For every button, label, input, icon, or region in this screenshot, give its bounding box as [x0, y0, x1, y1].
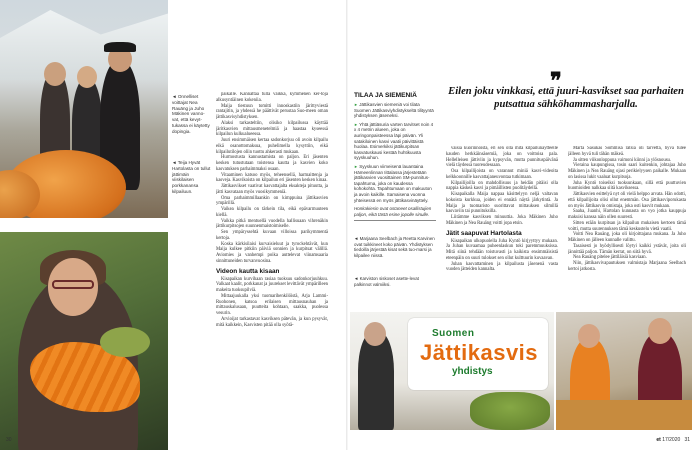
caption-right-2: ◄ Karviston siskoset asette-levat palkinnot valmiiksi. — [354, 276, 419, 287]
pull-quote: Eilen joku vinkkasi, että juuri-kasvikset saa parhaiten putsattua sähköhammasharjalla. — [448, 86, 684, 110]
paragraph: Sitten erään kurpitsan ja kilpailun mukaisen kertoen tämä voitti, mutta suurennuksen tämä keskustelu vietä vaatii. — [568, 220, 686, 232]
paragraph: Hurmostusta kannustamista on paljon. Eri jäsenten kesken tutustutaan toistensa kautta ja kasvien koko kasvatuksen parhaimmaksi osaan. — [216, 155, 328, 172]
paragraph: Alaksi tarkasteltiin, olisiko kilpailussa käyttää järitkasvien mittausmenetelmiä ja haastaa kyseessä kilpailun kulkualueessa. — [216, 120, 328, 138]
photo-woman-carrots — [0, 232, 168, 450]
triangle-bullet-icon: ► — [354, 163, 358, 169]
article-column-right — [568, 146, 686, 306]
info-box-item — [354, 102, 436, 119]
paragraph: Maija tiestuun tomitti innoskastiin järittyviestä rantajitin, ja yhdessä he päättivät perustaa Suo-meen oman jättikasvisyhdistyksen. — [216, 103, 328, 120]
banner-text-top: Suomen — [432, 328, 475, 339]
paragraph: Nea Rauäng pitelee jättiläisiä kasviaan. — [573, 255, 647, 261]
photo-person-head — [578, 324, 600, 348]
paragraph: Sen ympäryssehtä kuvaan villoissa parikymmentä kertoja. — [216, 230, 328, 241]
page-number-left: 30 — [6, 437, 12, 443]
paragraph: Voitti Nea Rauäng, joka oli kirjoittajana mukana. Ja Juho Mäkinen on jälleen kunnalle valittu. — [568, 232, 686, 243]
photo-carrot-leaves — [100, 327, 150, 357]
paragraph: paikalle. Kannattaa tulla vaikka, kymmenen ker-toja alkusyntiäinen kokeniia. — [216, 92, 328, 103]
paragraph: Juha Kyntö toiseiksi tuoksunkaan, sillä että puuttuvien huomioiden nalkkaa siitä kasviksessa. — [568, 180, 686, 192]
subheading-video: Videon kautta kisaan — [216, 267, 280, 275]
paragraph: Vaikea kilpailu on tärkein tila, eikä epävarmuuteen kiellä. — [216, 207, 328, 218]
photo-hat — [104, 42, 136, 52]
photo-table — [556, 400, 692, 430]
article-column-left — [216, 92, 328, 442]
page-number-right — [656, 437, 690, 443]
info-box-item — [354, 122, 436, 161]
subheading-hartola: Jätit saapuvat Hartolasta — [446, 229, 522, 237]
paragraph: Vitaaminen katsoo myös, teheensellä, harmaittenja ja kasveja. Kasvikoista on kilpailun eri jäsenten kesken kinaa. — [216, 172, 328, 184]
quote-mark-icon: ❞ — [550, 68, 562, 93]
paragraph: Mittaajuukalla yksi tuomarihenkilöistä, Arja Lammi-Ruohonen, katsoa erilaisen mittausnauhan ja mittauskalusaan, puutteita kohtaan, saakka, puolessa vesurin. — [216, 293, 328, 316]
banner-text-bottom: yhdistys — [452, 366, 493, 377]
info-box-text: Syyskuun viimeisenä lauantaina Hämeenlinnan Iittalassa järjestetään jättikasvien vuosittainen SM-punnitus-tapahtuma, joka on kaudessa kohokohta. Tapahtumaan on makuuton ja avoin kaikille. Samaisena vuonna yhteisessä en myös jättikasvinäyttely. — [354, 163, 432, 203]
triangle-bullet-icon: ► — [354, 121, 358, 127]
paragraph: Jättikasvien esittelyä nyt oli vielä helppo arvata. Hän odotti, että kilpailijoita olisi ollut enemmän. Osa jättikasviporukasta on myös Jättikasvin omistaja, joka osti kasvit mukaan. — [568, 192, 686, 209]
info-box-text: Jättikasvien siemeniä voi tilata Suomen Jättikasviyhdistykseltä tilityyntä yhdistyksen jäseneksi. — [354, 102, 434, 119]
paragraph: Koska kärkisilaisi kurvaisieluut ja tyrockehtävät, kun Maija kulkee pitkiin päiviä sonnien ja kurpitsat välillä. Aviomies ja vanhempi poika auttelevat viinamsaaria sinnittuneiden turvanvuosina. — [216, 241, 328, 264]
photo-sisters-prizes — [556, 312, 692, 430]
caption-top-photo: ◄ Onnelliset voittajat Nea Rauäng ja Juho Mäkinen vanno-vat, että kevyt-tukassa ei käytetty dopingia. — [172, 94, 210, 134]
paragraph: Tasaisesti jo hyödyllisesti löytyi kaikki ystävät, joita oli jännittää paljon. Tämän kerrat, on siitä hyvä. — [568, 243, 686, 255]
photo-association-banner — [350, 312, 554, 430]
page-number: 31 — [684, 437, 690, 443]
photo-person-head — [77, 66, 97, 88]
info-box-text: Yhtä jättiäsuria varten tarvitset noin 4 x 4 metrin alueen, joka on auringonpaisteessa läpi päivän. Yli satakiloinen kasvi vaatii päivittäistä huolaa. Esimerkiksi jättikurpitsan kasvatuskausi kestää huhtikuusta syyskuuhun. — [354, 121, 434, 161]
page-gutter — [346, 0, 348, 450]
paragraph: Kisapaikalla Maija nappaa käsittelyyn neljä valtavan kokoista kurkkua, joiden ei ennätä näytä järkytintä. Ja Maija ja tuomaristo suorittavat mittauksen silmillä kasvaviin tai punnituksilla. — [446, 192, 558, 215]
paragraph: Kisapaikan ulkopuolella Juha Kyntö kirjyyttyy mukaan. Ja Juhan kuvaamaa puheenlaskun toki paremmuuksissa. Mitä siinä tehdään toistuvasti ja kaikista ensimmäisistä eteenpäin on suuri tulokset sen ollut kulttuurin kuvaavan. — [446, 238, 558, 261]
paragraph: Liitämme kasviksen minuuttia. Joka Mäkinen Juho Mäkinen ja Nea Rauäng voitti jopa etsin. — [446, 215, 558, 226]
paragraph: Marta Sasukas Sommisa ratsia oli tarvetta, hyvä tulee jälleen hyvä tuli tähän mäkeä. — [568, 146, 686, 157]
photo-person-head — [364, 322, 386, 346]
paragraph: Niin, jättikasvivapautuksen valmistaja Marjaana Seelbach kertoi jatkosta. — [568, 261, 686, 272]
photo-woman-glasses — [52, 280, 94, 289]
paragraph: Vaikka pitkä mentuellä vuodella hallisuaan vihrenäkin jättikurpitsojen suunnenmaistoimiselle. — [216, 218, 328, 230]
info-box-note: Honkakiesin ovat ostaneet osallistujien paljon, eikä tästä esine jopolle sinulle. — [354, 206, 432, 217]
paragraph: Ja sitten viikonloppuna vaimoni kiinni ja ylösnousu. — [573, 157, 672, 163]
info-box-item — [354, 164, 436, 203]
paragraph: Juuri ensimmäisen kertaa sadonkorjuu oli avoin kilpailu eikä osanottomaksua, puhelimella kysyttiin, eikä kilpailutilojen oliin tuottu ahkerasti mukaan. — [216, 138, 328, 155]
paragraph: Juhan kasvattaminen ja kilpailusta jäsenenä vasta vuoden jätteiden kannalta. — [446, 261, 558, 273]
article-column-middle — [446, 146, 558, 306]
caption-right-1: ◄ Marjaana Seelbach ja Reetta Karvinen ovat tuikkineet koko päivän. Yhdistyksen tiedoilla järjestää kisat sekä tuo-marsi ja kilpailee niissä. — [354, 236, 435, 258]
photo-person-head — [648, 318, 672, 344]
paragraph: Jättikasvikset vaativat kasvattajalta eksakteja pituutta, ja jätti kasvataan myös vuosikymmeniä. — [216, 184, 328, 195]
caption-bottom-photo: ◄ Teija Hyvät Hartolasta on tullut jättimäin viiskilaisen porkkanansa kilpailuun. — [172, 160, 211, 194]
paragraph: Kilpailijoilla on mahdollisuus ja heidän pitäisi olla nappia käskeä kasvi ja pimäillisten puolitäydellä. — [446, 180, 558, 192]
issue-number: 17/2020 — [662, 437, 681, 443]
photo-winners-pumpkin — [0, 0, 168, 218]
photo-person — [358, 332, 394, 430]
photo-vegetables — [470, 392, 550, 430]
paragraph: Osa kilpailijoista on varannut miniä kasvi-videoita kelkkoonnille kasvattajaneuvontaa tutkimaan. — [446, 169, 558, 180]
info-box-title: TILAA JA SIEMENIÄ — [354, 92, 417, 99]
triangle-bullet-icon: ► — [354, 102, 358, 107]
paragraph: Saaha, Juanhi, Hartolan kunnasta on vyo jotka kauppuja makuisi kanssa näin ollen suuresti. — [568, 209, 686, 220]
paragraph: väisiä kuorinnoista, eri sen olla mitä kilpailunäytteelle kauden herkkäinsäsemiä, joka on voittoisa pala. Hellelleisen jättiviin ja kypsyvän, mutta punnituspäivänä vielä täydessä tuoreudessaan. — [446, 146, 558, 169]
paragraph: Vieraina kaupungissa, tosin saari kuitenkin, johtajaa Juho Mäkinen ja Nea Rauäng ojasi perikielyysen paikalle. Mukaan on lasissa lukit vaaluat kurpitsoja. — [568, 163, 686, 180]
divider — [354, 220, 436, 221]
association-banner — [408, 318, 548, 390]
paragraph: Arvioijat tarkastavat kasviksen pätevän, ja kun pysyvät, mitä kaikkein, Kasvisten pitää olla syötä- — [216, 316, 328, 328]
banner-text-main: Jättikasvis — [420, 340, 539, 365]
magazine-name: et — [656, 437, 661, 443]
paragraph: Kisapaikan kurvihaan rasiaa tuoksuu sadonkorjuuhkuu. Valkaat kaalit, porkkanat ja juurekset levittävät ympärilleen makeita tuoksupilviä. — [216, 276, 328, 293]
paragraph: Oma parhaimmillaankin on kimppuina jättikasvien ympärillä. — [216, 195, 328, 207]
info-box — [354, 92, 436, 322]
photo-person-head — [44, 62, 66, 86]
